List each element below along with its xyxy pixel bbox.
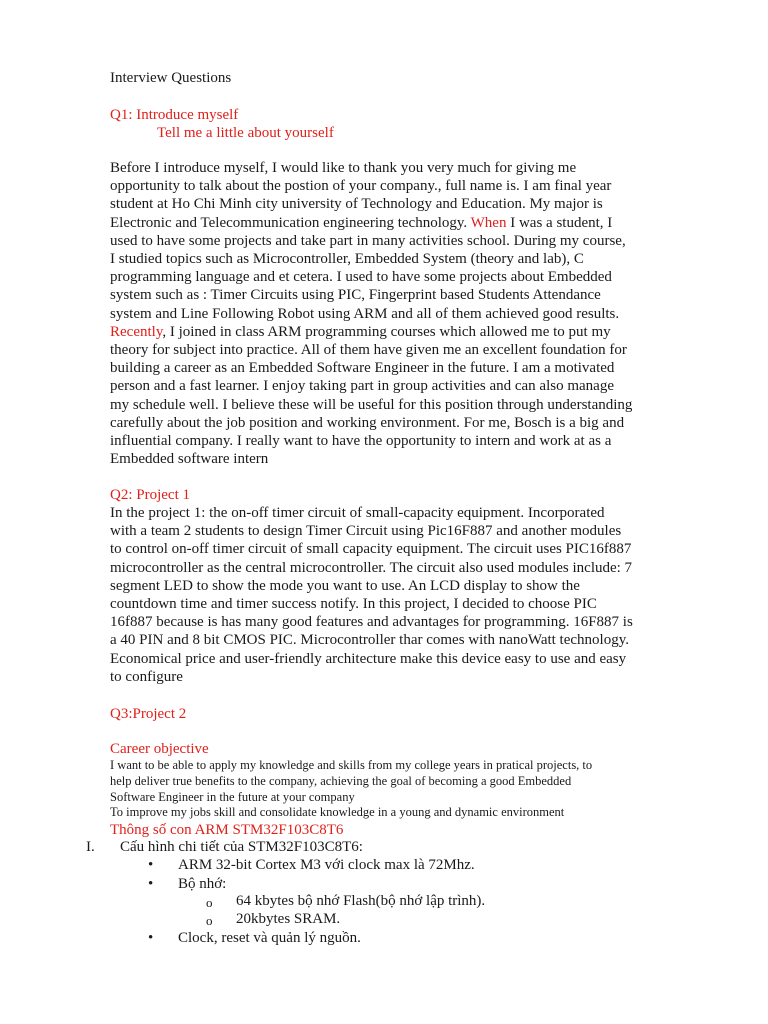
q1-line: system such as : Timer Circuits using PIC, Fingerprint based Students Attendance <box>110 287 601 304</box>
q1-line: carefully about the job position and working environment. For me, Bosch is a big and <box>110 414 625 431</box>
q1-line: programming language and et cetera. I used to have some projects about Embedded <box>110 269 612 286</box>
q1-line: theory for subject into practice. All of them have given me an excellent foundation for <box>110 342 627 359</box>
q1-line: Embedded software intern <box>110 451 269 468</box>
highlight-when: When <box>470 214 507 231</box>
q1-line: my schedule well. I believe these will be useful for this position through understanding <box>110 396 633 413</box>
sub-bullet-icon: o <box>206 895 213 910</box>
bullet-item: Clock, reset và quản lý nguồn. <box>178 930 361 946</box>
q2-answer: In the project 1: the on-off timer circuit of small-capacity equipment. Incorporated with a team 2 students to design Timer Circuit using Pic16F887 and another modules to control on-off timer circuit of small capacity equipment. The circuit uses PIC16f887 microcontroller as the central microcontroller. The circuit also used modules include: 7 segment LED to show the mode you want to use. An LCD display to show the countdown time and timer success notify. In this project, I decided to choose PIC 16f887 because is has many good features and advantages for programming. 16F887 is a 40 PIN and 8 bit CMOS PIC. Microcontroller thar comes with nanoWatt technology. Economical price and user-friendly architecture make this device easy to use and easy to configure <box>110 505 633 685</box>
q1-line: person and a fast learner. I enjoy taking part in group activities and can also manage <box>110 378 614 395</box>
sub-bullet-item: 20kbytes SRAM. <box>236 911 341 927</box>
q1-line: system and Line Following Robot using ARM and all of them achieved good results. <box>110 305 620 322</box>
q1-line: student at Ho Chi Minh city university of Technology and Education. My major is <box>110 196 603 213</box>
sub-bullet-icon: o <box>206 913 213 928</box>
q1-answer <box>110 159 710 468</box>
q1-subheading: Tell me a little about yourself <box>157 125 334 141</box>
q1-line: used to have some projects and take part in many activities school. During my course, <box>110 232 626 249</box>
bullet-icon: • <box>148 876 154 892</box>
q2-heading: Q2: Project 1 <box>110 487 190 503</box>
highlight-recently: Recently <box>110 323 163 340</box>
arm-heading: Thông số con ARM STM32F103C8T6 <box>110 822 344 838</box>
document-title: Interview Questions <box>110 70 232 86</box>
career-heading: Career objective <box>110 741 209 757</box>
bullet-icon: • <box>148 930 154 946</box>
q1-line: Recently, I joined in class ARM programming courses which allowed me to put my <box>110 323 611 340</box>
list-numeral: I. <box>86 839 95 855</box>
q3-heading: Q3:Project 2 <box>110 706 187 722</box>
q1-heading: Q1: Introduce myself <box>110 107 239 123</box>
q1-line: I studied topics such as Microcontroller, Embedded System (theory and lab), C <box>110 251 584 268</box>
q1-line: Before I introduce myself, I would like to thank you very much for giving me <box>110 160 577 176</box>
career-body: I want to be able to apply my knowledge and skills from my college years in pratical projects, to help deliver true benefits to the company, achieving the goal of becoming a good Embedded Software Engineer in the future at your company To improve my jobs skill and consolidate knowledge in a young and dynamic environment <box>110 758 593 820</box>
q1-line: building a career as an Embedded Software Engineer in the future. I am a motivated <box>110 360 615 377</box>
bullet-item: ARM 32-bit Cortex M3 với clock max là 72Mhz. <box>178 857 475 873</box>
bullet-icon: • <box>148 857 154 873</box>
q1-line: Electronic and Telecommunication engineering technology. When I was a student, I <box>110 214 613 231</box>
sub-bullet-item: 64 kbytes bộ nhớ Flash(bộ nhớ lập trình). <box>236 893 486 909</box>
bullet-item: Bộ nhớ: <box>178 876 227 892</box>
q1-line: opportunity to talk about the postion of your company., full name is. I am final year <box>110 178 612 195</box>
q1-line: influential company. I really want to have the opportunity to intern and work at as a <box>110 433 612 450</box>
list-item-config: Cấu hình chi tiết của STM32F103C8T6: <box>120 839 363 855</box>
